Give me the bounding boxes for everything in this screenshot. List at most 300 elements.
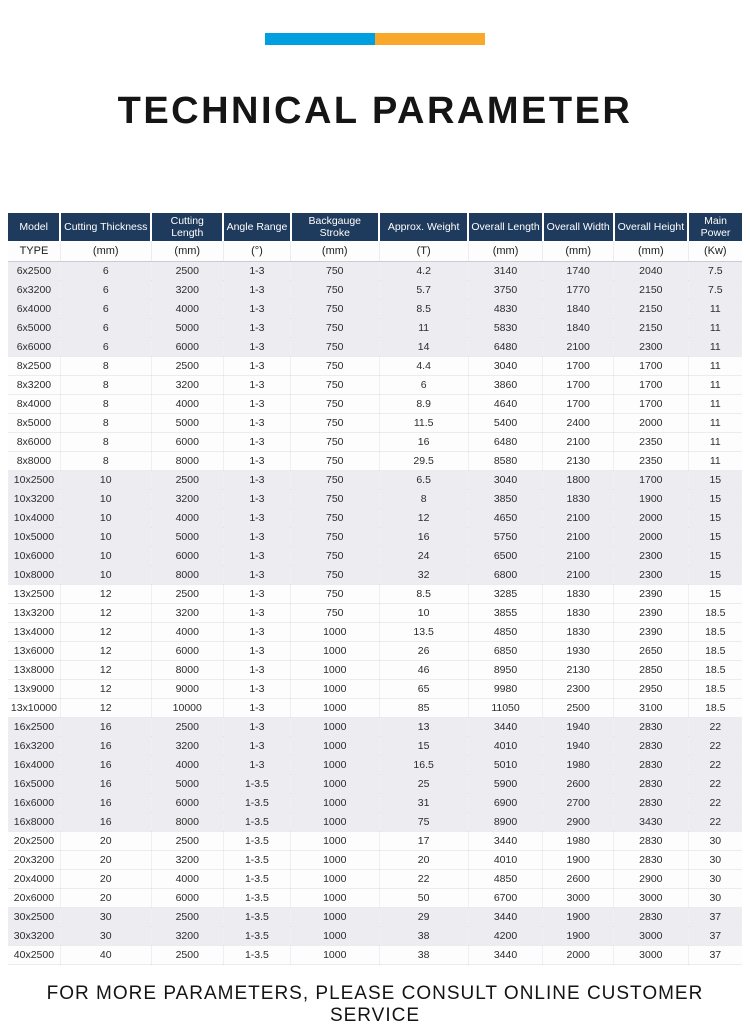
table-cell: 30 <box>688 869 742 888</box>
table-cell: 11.5 <box>379 413 468 432</box>
table-cell: 1-3.5 <box>223 945 290 964</box>
table-cell: 1-3 <box>223 679 290 698</box>
table-cell: 1000 <box>291 812 380 831</box>
table-cell: 14 <box>379 337 468 356</box>
table-cell: 1-3.5 <box>223 850 290 869</box>
table-row <box>8 318 742 337</box>
table-cell: 2950 <box>614 679 689 698</box>
column-header: Overall Length <box>468 213 543 241</box>
table-cell: 11 <box>688 318 742 337</box>
table-cell: 2040 <box>614 261 689 280</box>
table-cell: 7.5 <box>688 280 742 299</box>
table-cell: 1000 <box>291 831 380 850</box>
table-cell: 4850 <box>468 869 543 888</box>
table-cell: 38 <box>379 945 468 964</box>
table-cell: 11 <box>688 299 742 318</box>
table-cell: 11 <box>379 318 468 337</box>
table-cell: 1-3 <box>223 584 290 603</box>
table-cell: 1900 <box>543 850 614 869</box>
column-header: Overall Height <box>614 213 689 241</box>
table-cell: 16x2500 <box>8 717 60 736</box>
table-cell: 16 <box>60 736 151 755</box>
table-cell: 5750 <box>468 527 543 546</box>
table-cell: 1-3 <box>223 356 290 375</box>
table-cell: 1900 <box>543 907 614 926</box>
table-cell: 2300 <box>543 679 614 698</box>
table-cell: 4010 <box>468 850 543 869</box>
table-row <box>8 565 742 584</box>
table-cell: 4000 <box>151 622 223 641</box>
table-cell: 10 <box>60 489 151 508</box>
column-unit: (mm) <box>151 241 223 261</box>
table-row <box>8 869 742 888</box>
table-cell: 6480 <box>468 337 543 356</box>
table-cell: 1-3 <box>223 337 290 356</box>
table-cell: 750 <box>291 527 380 546</box>
accent-bar-orange <box>375 33 485 45</box>
table-cell: 1770 <box>543 280 614 299</box>
table-row <box>8 660 742 679</box>
table-cell: 2500 <box>543 698 614 717</box>
table-cell: 2830 <box>614 831 689 850</box>
table-cell: 12 <box>60 584 151 603</box>
table-cell: 15 <box>688 470 742 489</box>
table-cell: 4830 <box>468 299 543 318</box>
table-cell: 8 <box>60 413 151 432</box>
table-cell: 13x4000 <box>8 622 60 641</box>
table-cell: 3200 <box>151 850 223 869</box>
table-row <box>8 698 742 717</box>
table-cell: 1-3.5 <box>223 793 290 812</box>
table-cell: 18.5 <box>688 698 742 717</box>
table-cell: 1700 <box>543 356 614 375</box>
table-cell: 1900 <box>614 489 689 508</box>
table-cell: 6800 <box>468 565 543 584</box>
table-cell: 1980 <box>543 831 614 850</box>
table-cell: 2000 <box>614 413 689 432</box>
table-cell: 8000 <box>151 812 223 831</box>
table-cell: 8 <box>60 432 151 451</box>
table-cell: 15 <box>688 546 742 565</box>
table-cell: 9000 <box>151 679 223 698</box>
table-row <box>8 546 742 565</box>
table-cell: 1000 <box>291 660 380 679</box>
table-cell: 2300 <box>614 565 689 584</box>
table-row <box>8 812 742 831</box>
table-cell: 2000 <box>543 945 614 964</box>
table-cell: 8x8000 <box>8 451 60 470</box>
table-cell: 2830 <box>614 850 689 869</box>
table-cell: 1-3 <box>223 698 290 717</box>
table-cell: 8000 <box>151 565 223 584</box>
column-unit: (mm) <box>291 241 380 261</box>
table-cell: 12 <box>379 508 468 527</box>
table-cell: 750 <box>291 394 380 413</box>
table-cell: 2500 <box>151 261 223 280</box>
table-cell: 750 <box>291 280 380 299</box>
table-row <box>8 451 742 470</box>
table-cell: 2130 <box>543 451 614 470</box>
table-cell: 8950 <box>468 660 543 679</box>
table-cell: 85 <box>379 698 468 717</box>
table-cell: 10000 <box>151 698 223 717</box>
table-cell: 8x4000 <box>8 394 60 413</box>
column-header: Main Power <box>688 213 742 241</box>
table-cell: 2830 <box>614 907 689 926</box>
table-cell: 15 <box>379 736 468 755</box>
table-cell: 6000 <box>151 793 223 812</box>
table-cell: 12 <box>60 679 151 698</box>
table-cell: 2830 <box>614 774 689 793</box>
table-cell: 10x4000 <box>8 508 60 527</box>
table-cell: 2830 <box>614 755 689 774</box>
table-row <box>8 850 742 869</box>
table-cell: 3430 <box>614 812 689 831</box>
table-cell: 2000 <box>614 527 689 546</box>
table-cell: 1-3 <box>223 375 290 394</box>
column-unit: (T) <box>379 241 468 261</box>
table-cell: 1000 <box>291 774 380 793</box>
table-cell: 1-3 <box>223 489 290 508</box>
table-cell: 2600 <box>543 869 614 888</box>
table-cell: 3200 <box>151 489 223 508</box>
table-cell: 50 <box>379 888 468 907</box>
table-row <box>8 907 742 926</box>
table-cell: 3000 <box>614 926 689 945</box>
footer-note: FOR MORE PARAMETERS, PLEASE CONSULT ONLINE CUSTOMER SERVICE <box>46 983 704 1026</box>
table-cell: 18.5 <box>688 641 742 660</box>
table-row <box>8 774 742 793</box>
table-cell: 1-3 <box>223 508 290 527</box>
table-cell: 750 <box>291 337 380 356</box>
table-cell: 1700 <box>614 375 689 394</box>
table-cell: 24 <box>379 546 468 565</box>
table-cell: 6 <box>60 280 151 299</box>
column-unit: (mm) <box>614 241 689 261</box>
table-cell: 40x2500 <box>8 945 60 964</box>
table-cell: 8 <box>379 489 468 508</box>
table-cell: 13 <box>379 717 468 736</box>
table-row <box>8 489 742 508</box>
table-cell: 1-3 <box>223 622 290 641</box>
table-cell: 2100 <box>543 508 614 527</box>
table-cell: 1980 <box>543 755 614 774</box>
table-cell: 3000 <box>614 888 689 907</box>
table-cell: 1000 <box>291 850 380 869</box>
table-cell: 3850 <box>468 489 543 508</box>
table-cell: 6480 <box>468 432 543 451</box>
table-row <box>8 375 742 394</box>
table-cell: 4.2 <box>379 261 468 280</box>
table-cell: 1-3 <box>223 318 290 337</box>
table-cell: 9980 <box>468 679 543 698</box>
table-cell: 3000 <box>614 945 689 964</box>
table-cell: 22 <box>688 717 742 736</box>
table-cell: 1000 <box>291 907 380 926</box>
table-row <box>8 945 742 964</box>
parameters-table <box>8 213 742 965</box>
table-cell: 750 <box>291 603 380 622</box>
table-cell: 5400 <box>468 413 543 432</box>
table-cell: 1940 <box>543 717 614 736</box>
table-cell: 3040 <box>468 470 543 489</box>
table-cell: 3285 <box>468 584 543 603</box>
table-cell: 5000 <box>151 318 223 337</box>
table-cell: 2500 <box>151 945 223 964</box>
table-cell: 1-3 <box>223 565 290 584</box>
table-cell: 6000 <box>151 337 223 356</box>
table-cell: 3200 <box>151 736 223 755</box>
table-cell: 1840 <box>543 318 614 337</box>
table-cell: 16x6000 <box>8 793 60 812</box>
table-cell: 10 <box>60 527 151 546</box>
table-cell: 13x10000 <box>8 698 60 717</box>
table-cell: 2700 <box>543 793 614 812</box>
table-cell: 3200 <box>151 280 223 299</box>
table-cell: 6900 <box>468 793 543 812</box>
column-unit: (mm) <box>468 241 543 261</box>
table-cell: 750 <box>291 489 380 508</box>
table-cell: 2130 <box>543 660 614 679</box>
table-row <box>8 261 742 280</box>
table-cell: 30 <box>60 926 151 945</box>
table-cell: 16 <box>60 755 151 774</box>
table-cell: 2350 <box>614 432 689 451</box>
table-cell: 2500 <box>151 470 223 489</box>
table-cell: 8x2500 <box>8 356 60 375</box>
table-cell: 750 <box>291 356 380 375</box>
table-cell: 1-3 <box>223 527 290 546</box>
table-cell: 16.5 <box>379 755 468 774</box>
table-cell: 16 <box>379 527 468 546</box>
table-cell: 750 <box>291 546 380 565</box>
table-cell: 8 <box>60 394 151 413</box>
table-cell: 4650 <box>468 508 543 527</box>
table-cell: 13x9000 <box>8 679 60 698</box>
table-cell: 1-3 <box>223 280 290 299</box>
column-unit: (°) <box>223 241 290 261</box>
table-cell: 6000 <box>151 888 223 907</box>
table-cell: 16x5000 <box>8 774 60 793</box>
table-cell: 6 <box>60 299 151 318</box>
table-cell: 12 <box>60 603 151 622</box>
column-unit: TYPE <box>8 241 60 261</box>
table-cell: 20 <box>379 850 468 869</box>
table-cell: 10x2500 <box>8 470 60 489</box>
table-cell: 1000 <box>291 793 380 812</box>
table-cell: 1900 <box>543 926 614 945</box>
table-cell: 8 <box>60 356 151 375</box>
table-cell: 8x6000 <box>8 432 60 451</box>
table-row <box>8 413 742 432</box>
table-cell: 22 <box>688 774 742 793</box>
table-cell: 29 <box>379 907 468 926</box>
table-cell: 8000 <box>151 660 223 679</box>
table-cell: 16x3200 <box>8 736 60 755</box>
table-cell: 31 <box>379 793 468 812</box>
table-cell: 1-3 <box>223 394 290 413</box>
table-cell: 2100 <box>543 546 614 565</box>
table-cell: 2390 <box>614 584 689 603</box>
table-cell: 26 <box>379 641 468 660</box>
table-cell: 3200 <box>151 926 223 945</box>
table-cell: 2500 <box>151 831 223 850</box>
table-cell: 4640 <box>468 394 543 413</box>
table-cell: 2830 <box>614 793 689 812</box>
table-cell: 6700 <box>468 888 543 907</box>
table-row <box>8 622 742 641</box>
table-cell: 38 <box>379 926 468 945</box>
table-row <box>8 337 742 356</box>
table-cell: 5.7 <box>379 280 468 299</box>
table-cell: 1000 <box>291 622 380 641</box>
table-cell: 30 <box>688 850 742 869</box>
table-cell: 20x2500 <box>8 831 60 850</box>
table-cell: 750 <box>291 318 380 337</box>
table-cell: 5010 <box>468 755 543 774</box>
column-header: Model <box>8 213 60 241</box>
table-cell: 750 <box>291 508 380 527</box>
table-units-row <box>8 241 742 261</box>
table-cell: 30 <box>688 831 742 850</box>
table-cell: 10 <box>60 470 151 489</box>
table-cell: 3040 <box>468 356 543 375</box>
table-cell: 6850 <box>468 641 543 660</box>
table-cell: 11 <box>688 337 742 356</box>
table-cell: 8.9 <box>379 394 468 413</box>
table-cell: 2500 <box>151 907 223 926</box>
column-unit: (mm) <box>543 241 614 261</box>
accent-bar-blue <box>265 33 375 45</box>
table-cell: 750 <box>291 413 380 432</box>
table-cell: 750 <box>291 432 380 451</box>
column-unit: (Kw) <box>688 241 742 261</box>
table-cell: 2500 <box>151 356 223 375</box>
table-cell: 2900 <box>543 812 614 831</box>
table-cell: 16 <box>60 812 151 831</box>
table-cell: 1700 <box>614 394 689 413</box>
table-cell: 1000 <box>291 926 380 945</box>
table-cell: 1700 <box>614 356 689 375</box>
table-cell: 12 <box>60 622 151 641</box>
table-cell: 4.4 <box>379 356 468 375</box>
table-cell: 3100 <box>614 698 689 717</box>
table-cell: 1-3.5 <box>223 907 290 926</box>
table-cell: 6000 <box>151 641 223 660</box>
table-cell: 1000 <box>291 945 380 964</box>
table-cell: 6x4000 <box>8 299 60 318</box>
table-cell: 2390 <box>614 622 689 641</box>
table-cell: 1000 <box>291 888 380 907</box>
table-cell: 6 <box>60 261 151 280</box>
table-row <box>8 831 742 850</box>
column-header: Overall Width <box>543 213 614 241</box>
table-cell: 30 <box>688 888 742 907</box>
table-cell: 1-3.5 <box>223 812 290 831</box>
column-header: Approx. Weight <box>379 213 468 241</box>
table-cell: 8 <box>60 451 151 470</box>
table-cell: 30 <box>60 907 151 926</box>
table-cell: 1000 <box>291 698 380 717</box>
table-cell: 37 <box>688 907 742 926</box>
table-cell: 12 <box>60 660 151 679</box>
table-cell: 6500 <box>468 546 543 565</box>
page-title: TECHNICAL PARAMETER <box>117 90 633 132</box>
table-cell: 18.5 <box>688 660 742 679</box>
table-cell: 2850 <box>614 660 689 679</box>
table-cell: 4000 <box>151 394 223 413</box>
table-cell: 15 <box>688 489 742 508</box>
table-row <box>8 926 742 945</box>
table-cell: 1-3 <box>223 641 290 660</box>
table-cell: 37 <box>688 945 742 964</box>
table-cell: 13x8000 <box>8 660 60 679</box>
table-row <box>8 356 742 375</box>
table-cell: 1000 <box>291 641 380 660</box>
table-cell: 11 <box>688 451 742 470</box>
table-cell: 2150 <box>614 280 689 299</box>
table-cell: 10x3200 <box>8 489 60 508</box>
table-cell: 3440 <box>468 945 543 964</box>
table-cell: 10 <box>60 546 151 565</box>
table-cell: 1-3 <box>223 603 290 622</box>
table-cell: 1000 <box>291 755 380 774</box>
table-row <box>8 603 742 622</box>
table-cell: 15 <box>688 508 742 527</box>
table-cell: 3440 <box>468 907 543 926</box>
table-cell: 1700 <box>543 375 614 394</box>
table-cell: 4850 <box>468 622 543 641</box>
table-cell: 750 <box>291 299 380 318</box>
table-cell: 16 <box>60 717 151 736</box>
table-cell: 1-3 <box>223 660 290 679</box>
table-cell: 3860 <box>468 375 543 394</box>
table-cell: 37 <box>688 926 742 945</box>
table-cell: 16 <box>60 793 151 812</box>
column-header: Cutting Length <box>151 213 223 241</box>
table-cell: 40 <box>60 945 151 964</box>
table-cell: 8.5 <box>379 584 468 603</box>
table-cell: 17 <box>379 831 468 850</box>
table-row <box>8 280 742 299</box>
table-cell: 2100 <box>543 565 614 584</box>
table-cell: 1700 <box>614 470 689 489</box>
table-cell: 1-3 <box>223 470 290 489</box>
table-row <box>8 888 742 907</box>
table-cell: 3200 <box>151 603 223 622</box>
table-cell: 8580 <box>468 451 543 470</box>
table-cell: 10x8000 <box>8 565 60 584</box>
accent-bar <box>265 33 485 45</box>
table-cell: 10x6000 <box>8 546 60 565</box>
table-cell: 22 <box>688 793 742 812</box>
table-cell: 8900 <box>468 812 543 831</box>
table-cell: 1830 <box>543 622 614 641</box>
table-cell: 2900 <box>614 869 689 888</box>
table-cell: 2300 <box>614 337 689 356</box>
table-cell: 32 <box>379 565 468 584</box>
table-cell: 2100 <box>543 527 614 546</box>
table-cell: 30x2500 <box>8 907 60 926</box>
table-cell: 2600 <box>543 774 614 793</box>
table-cell: 750 <box>291 451 380 470</box>
table-cell: 2150 <box>614 299 689 318</box>
table-cell: 5000 <box>151 527 223 546</box>
table-cell: 2150 <box>614 318 689 337</box>
table-row <box>8 641 742 660</box>
table-cell: 3140 <box>468 261 543 280</box>
table-cell: 6 <box>60 318 151 337</box>
